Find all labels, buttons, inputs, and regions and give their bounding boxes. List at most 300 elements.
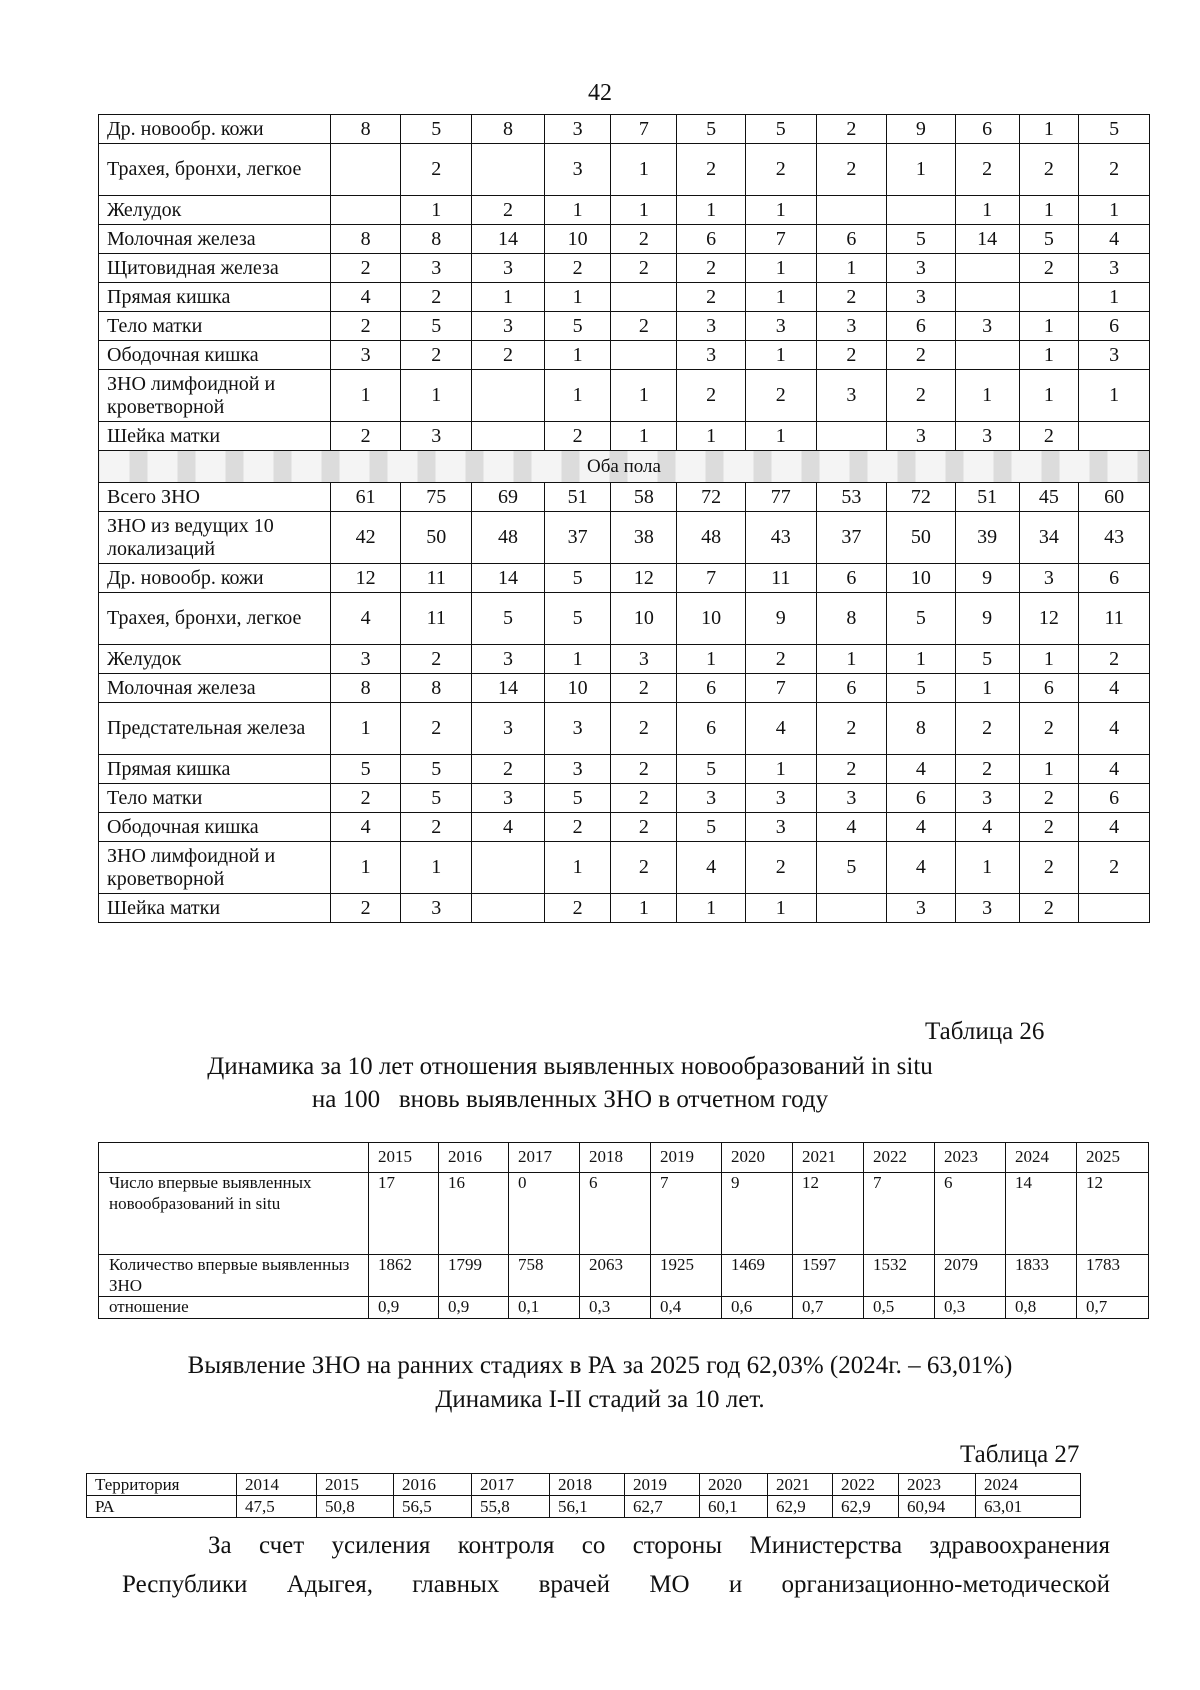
table-row: [99, 703, 1150, 755]
value-cell: 1: [544, 341, 610, 370]
value-cell: 5: [1079, 115, 1150, 144]
value-cell: 3: [544, 144, 610, 196]
value-cell: 1: [745, 254, 816, 283]
value-cell: 6: [935, 1173, 1006, 1255]
value-cell: 38: [611, 512, 677, 564]
value-cell: 48: [472, 512, 545, 564]
row-label: Др. новообр. кожи: [99, 564, 331, 593]
year-header: 2018: [580, 1143, 651, 1173]
value-cell: 12: [1019, 593, 1079, 645]
year-header: 2015: [369, 1143, 439, 1173]
value-cell: 1: [745, 341, 816, 370]
value-cell: 4: [1079, 674, 1150, 703]
value-cell: [955, 341, 1019, 370]
year-header: 2022: [833, 1474, 899, 1496]
year-header: 2014: [237, 1474, 317, 1496]
value-cell: 1: [330, 703, 401, 755]
value-cell: 2: [611, 703, 677, 755]
value-cell: 2: [401, 144, 472, 196]
value-cell: 2063: [580, 1255, 651, 1297]
value-cell: 2: [745, 370, 816, 422]
value-cell: 62,9: [833, 1496, 899, 1518]
row-label: Шейка матки: [99, 894, 331, 923]
value-cell: 3: [544, 703, 610, 755]
table-row: [99, 144, 1150, 196]
table-row: [99, 674, 1150, 703]
closing-line2: Республики Адыгея, главных врачей МО и организационно-методической: [122, 1570, 1110, 1598]
value-cell: 2: [677, 283, 745, 312]
row-label: Тело матки: [99, 312, 331, 341]
value-cell: 2: [1019, 703, 1079, 755]
value-cell: 6: [955, 115, 1019, 144]
value-cell: 0,5: [864, 1297, 935, 1319]
value-cell: 1: [745, 422, 816, 451]
table-row: [99, 483, 1150, 512]
table26-title: [150, 1050, 990, 1116]
value-cell: 2: [1019, 422, 1079, 451]
value-cell: 2: [330, 784, 401, 813]
value-cell: 6: [1079, 564, 1150, 593]
value-cell: 2: [544, 422, 610, 451]
row-label: Всего ЗНО: [99, 483, 331, 512]
value-cell: 60,94: [899, 1496, 976, 1518]
value-cell: 1597: [793, 1255, 864, 1297]
table27-number: Таблица 27: [960, 1441, 1080, 1468]
value-cell: 2: [677, 254, 745, 283]
row-label: Трахея, бронхи, легкое: [99, 144, 331, 196]
value-cell: 2079: [935, 1255, 1006, 1297]
value-cell: 6: [887, 784, 955, 813]
value-cell: 3: [544, 755, 610, 784]
value-cell: 0,1: [509, 1297, 580, 1319]
row-label: Число впервые выявленных новообразований in situ: [99, 1173, 369, 1255]
value-cell: 1833: [1006, 1255, 1077, 1297]
value-cell: 6: [677, 703, 745, 755]
year-header: 2024: [976, 1474, 1081, 1496]
year-header: 2018: [550, 1474, 625, 1496]
row-label: Ободочная кишка: [99, 813, 331, 842]
value-cell: 2: [401, 813, 472, 842]
value-cell: 2: [611, 312, 677, 341]
year-header: 2021: [793, 1143, 864, 1173]
value-cell: 8: [401, 225, 472, 254]
value-cell: 5: [401, 784, 472, 813]
value-cell: 1: [401, 842, 472, 894]
value-cell: 5: [544, 312, 610, 341]
value-cell: 7: [677, 564, 745, 593]
value-cell: 4: [816, 813, 887, 842]
value-cell: 2: [1019, 144, 1079, 196]
value-cell: 4: [330, 593, 401, 645]
value-cell: [330, 196, 401, 225]
value-cell: 1: [330, 842, 401, 894]
value-cell: 1: [677, 645, 745, 674]
value-cell: 6: [816, 225, 887, 254]
value-cell: 48: [677, 512, 745, 564]
value-cell: 47,5: [237, 1496, 317, 1518]
value-cell: 61: [330, 483, 401, 512]
value-cell: 1: [745, 755, 816, 784]
value-cell: 1: [1079, 283, 1150, 312]
value-cell: 10: [887, 564, 955, 593]
value-cell: 5: [1019, 225, 1079, 254]
year-header: 2021: [768, 1474, 833, 1496]
early-stage-line1: Выявление ЗНО на ранних стадиях в РА за 2025 год 62,03% (2024г. – 63,01%): [187, 1352, 1013, 1379]
value-cell: 0,4: [651, 1297, 722, 1319]
value-cell: 2: [677, 144, 745, 196]
value-cell: 56,1: [550, 1496, 625, 1518]
value-cell: 5: [677, 755, 745, 784]
value-cell: 55,8: [472, 1496, 550, 1518]
value-cell: 14: [472, 564, 545, 593]
value-cell: 2: [816, 755, 887, 784]
value-cell: 5: [677, 115, 745, 144]
value-cell: 8: [472, 115, 545, 144]
value-cell: 6: [677, 225, 745, 254]
value-cell: 0,7: [1077, 1297, 1149, 1319]
value-cell: 2: [330, 422, 401, 451]
value-cell: 5: [472, 593, 545, 645]
table-row: [99, 593, 1150, 645]
row-label: Шейка матки: [99, 422, 331, 451]
value-cell: 6: [580, 1173, 651, 1255]
value-cell: 2: [330, 894, 401, 923]
value-cell: 6: [1079, 312, 1150, 341]
value-cell: 3: [745, 784, 816, 813]
value-cell: 6: [816, 674, 887, 703]
table-row: [99, 370, 1150, 422]
value-cell: 3: [887, 283, 955, 312]
value-cell: 4: [1079, 755, 1150, 784]
value-cell: [472, 842, 545, 894]
value-cell: 9: [955, 593, 1019, 645]
value-cell: 16: [439, 1173, 509, 1255]
value-cell: [611, 341, 677, 370]
value-cell: 14: [955, 225, 1019, 254]
value-cell: 1: [544, 283, 610, 312]
territory-header: Территория: [87, 1474, 237, 1496]
value-cell: 3: [887, 422, 955, 451]
value-cell: 8: [816, 593, 887, 645]
value-cell: 10: [544, 674, 610, 703]
value-cell: 1532: [864, 1255, 935, 1297]
table-row: [99, 512, 1150, 564]
value-cell: 3: [1019, 564, 1079, 593]
value-cell: 1: [745, 196, 816, 225]
year-header: 2023: [899, 1474, 976, 1496]
table-row: [99, 254, 1150, 283]
section-label: Оба пола: [99, 451, 1150, 483]
value-cell: 0,7: [793, 1297, 864, 1319]
value-cell: 0,6: [722, 1297, 793, 1319]
value-cell: 1: [1019, 341, 1079, 370]
value-cell: 75: [401, 483, 472, 512]
year-header: 2017: [472, 1474, 550, 1496]
value-cell: [472, 370, 545, 422]
value-cell: 6: [1079, 784, 1150, 813]
value-cell: 2: [611, 254, 677, 283]
value-cell: 1: [1019, 755, 1079, 784]
value-cell: 5: [887, 593, 955, 645]
value-cell: 4: [1079, 703, 1150, 755]
value-cell: 2: [816, 144, 887, 196]
value-cell: 2: [472, 196, 545, 225]
value-cell: 12: [793, 1173, 864, 1255]
value-cell: 3: [1079, 341, 1150, 370]
value-cell: 3: [955, 894, 1019, 923]
value-cell: [955, 283, 1019, 312]
value-cell: 5: [677, 813, 745, 842]
value-cell: 3: [401, 422, 472, 451]
value-cell: 2: [887, 370, 955, 422]
value-cell: 58: [611, 483, 677, 512]
value-cell: 1: [401, 196, 472, 225]
value-cell: [1079, 894, 1150, 923]
value-cell: 56,5: [394, 1496, 472, 1518]
value-cell: 3: [472, 784, 545, 813]
value-cell: 2: [611, 842, 677, 894]
value-cell: 1862: [369, 1255, 439, 1297]
value-cell: 3: [330, 645, 401, 674]
closing-line1: За счет усиления контроля со стороны Министерства здравоохранения: [208, 1532, 1110, 1559]
value-cell: 1: [1019, 370, 1079, 422]
value-cell: 1: [1019, 645, 1079, 674]
value-cell: 1: [611, 144, 677, 196]
row-label: отношение: [99, 1297, 369, 1319]
value-cell: 37: [816, 512, 887, 564]
row-label: Тело матки: [99, 784, 331, 813]
value-cell: 3: [472, 312, 545, 341]
value-cell: 4: [330, 813, 401, 842]
value-cell: 3: [955, 312, 1019, 341]
value-cell: 51: [544, 483, 610, 512]
value-cell: 3: [677, 312, 745, 341]
value-cell: 4: [887, 755, 955, 784]
value-cell: 8: [330, 115, 401, 144]
value-cell: 5: [401, 755, 472, 784]
value-cell: [472, 422, 545, 451]
table-row: [99, 312, 1150, 341]
year-header: 2015: [317, 1474, 394, 1496]
value-cell: 6: [816, 564, 887, 593]
value-cell: 4: [887, 842, 955, 894]
value-cell: 2: [816, 341, 887, 370]
row-label: Молочная железа: [99, 225, 331, 254]
value-cell: 17: [369, 1173, 439, 1255]
value-cell: 2: [816, 703, 887, 755]
year-header: 2023: [935, 1143, 1006, 1173]
value-cell: 1: [677, 422, 745, 451]
value-cell: 2: [401, 341, 472, 370]
value-cell: 2: [816, 283, 887, 312]
value-cell: 2: [745, 842, 816, 894]
value-cell: 1: [544, 370, 610, 422]
value-cell: 1: [544, 645, 610, 674]
value-cell: 2: [955, 755, 1019, 784]
row-label: ЗНО из ведущих 10 локализаций: [99, 512, 331, 564]
value-cell: 758: [509, 1255, 580, 1297]
value-cell: 2: [1019, 813, 1079, 842]
value-cell: 5: [887, 674, 955, 703]
value-cell: 12: [330, 564, 401, 593]
table-header-row: [99, 1143, 1149, 1173]
value-cell: 43: [745, 512, 816, 564]
value-cell: 3: [401, 254, 472, 283]
value-cell: 2: [401, 645, 472, 674]
table-row: [99, 755, 1150, 784]
value-cell: 37: [544, 512, 610, 564]
value-cell: 3: [955, 784, 1019, 813]
value-cell: 5: [330, 755, 401, 784]
value-cell: 2: [1019, 784, 1079, 813]
table26-number: Таблица 26: [925, 1018, 1045, 1045]
value-cell: 12: [1077, 1173, 1149, 1255]
value-cell: 6: [677, 674, 745, 703]
early-stage-line2: Динамика I-II стадий за 10 лет.: [435, 1385, 765, 1413]
value-cell: 77: [745, 483, 816, 512]
value-cell: 1: [1079, 196, 1150, 225]
value-cell: 2: [1079, 144, 1150, 196]
value-cell: 1: [955, 674, 1019, 703]
value-cell: 2: [1019, 842, 1079, 894]
value-cell: 8: [330, 225, 401, 254]
value-cell: 0,8: [1006, 1297, 1077, 1319]
table-row: [99, 1297, 1149, 1319]
value-cell: 2: [1079, 645, 1150, 674]
value-cell: 72: [677, 483, 745, 512]
value-cell: 2: [330, 312, 401, 341]
value-cell: 4: [745, 703, 816, 755]
value-cell: 2: [544, 254, 610, 283]
row-label: Предстательная железа: [99, 703, 331, 755]
value-cell: 62,7: [625, 1496, 700, 1518]
value-cell: 10: [677, 593, 745, 645]
page-number: 42: [588, 80, 612, 106]
value-cell: 3: [611, 645, 677, 674]
value-cell: 1469: [722, 1255, 793, 1297]
value-cell: 2: [677, 370, 745, 422]
value-cell: 1: [745, 894, 816, 923]
value-cell: 34: [1019, 512, 1079, 564]
value-cell: 5: [887, 225, 955, 254]
value-cell: 14: [472, 674, 545, 703]
value-cell: 10: [544, 225, 610, 254]
value-cell: 1: [544, 196, 610, 225]
value-cell: 3: [677, 341, 745, 370]
table-row: [99, 645, 1150, 674]
value-cell: 39: [955, 512, 1019, 564]
value-cell: 1: [955, 842, 1019, 894]
value-cell: 2: [472, 755, 545, 784]
value-cell: 9: [955, 564, 1019, 593]
in-situ-ratio-table: [98, 1142, 1149, 1319]
value-cell: 9: [722, 1173, 793, 1255]
value-cell: [1019, 283, 1079, 312]
table-header-row: [87, 1474, 1081, 1496]
value-cell: 14: [472, 225, 545, 254]
value-cell: 2: [401, 703, 472, 755]
year-header: 2016: [439, 1143, 509, 1173]
value-cell: 3: [401, 894, 472, 923]
value-cell: 51: [955, 483, 1019, 512]
value-cell: 5: [544, 593, 610, 645]
year-header: 2019: [651, 1143, 722, 1173]
value-cell: 2: [745, 645, 816, 674]
value-cell: 60,1: [700, 1496, 768, 1518]
value-cell: 1: [887, 144, 955, 196]
year-header: 2020: [700, 1474, 768, 1496]
value-cell: 0,3: [935, 1297, 1006, 1319]
value-cell: 8: [887, 703, 955, 755]
value-cell: 7: [745, 225, 816, 254]
value-cell: 2: [887, 341, 955, 370]
row-label: РА: [87, 1496, 237, 1518]
table-row: [99, 1255, 1149, 1297]
table-row: [99, 784, 1150, 813]
value-cell: [330, 144, 401, 196]
value-cell: 3: [745, 813, 816, 842]
value-cell: 2: [1079, 842, 1150, 894]
value-cell: 8: [330, 674, 401, 703]
value-cell: [816, 894, 887, 923]
table-row: [99, 283, 1150, 312]
value-cell: 9: [887, 115, 955, 144]
value-cell: 50: [887, 512, 955, 564]
value-cell: 2: [330, 254, 401, 283]
year-header: 2022: [864, 1143, 935, 1173]
value-cell: 4: [472, 813, 545, 842]
table-row: [99, 842, 1150, 894]
row-label: Ободочная кишка: [99, 341, 331, 370]
value-cell: 1799: [439, 1255, 509, 1297]
value-cell: 5: [544, 784, 610, 813]
value-cell: 42: [330, 512, 401, 564]
year-header: 2025: [1077, 1143, 1149, 1173]
value-cell: 3: [330, 341, 401, 370]
value-cell: 6: [1019, 674, 1079, 703]
value-cell: 0: [509, 1173, 580, 1255]
value-cell: 2: [955, 703, 1019, 755]
value-cell: 5: [401, 115, 472, 144]
row-label: Количество впервые выявленныз ЗНО: [99, 1255, 369, 1297]
value-cell: 2: [611, 674, 677, 703]
value-cell: [1079, 422, 1150, 451]
both-sexes-rows: [99, 483, 1150, 923]
value-cell: 7: [864, 1173, 935, 1255]
value-cell: 9: [745, 593, 816, 645]
row-label: ЗНО лимфоидной и кроветворной: [99, 370, 331, 422]
value-cell: 1: [330, 370, 401, 422]
value-cell: 4: [1079, 225, 1150, 254]
table-row: [99, 115, 1150, 144]
value-cell: 5: [955, 645, 1019, 674]
value-cell: 1: [816, 254, 887, 283]
row-label: ЗНО лимфоидной и кроветворной: [99, 842, 331, 894]
row-label: Щитовидная железа: [99, 254, 331, 283]
value-cell: 3: [816, 370, 887, 422]
value-cell: 1: [677, 894, 745, 923]
value-cell: [472, 144, 545, 196]
value-cell: 1: [1019, 312, 1079, 341]
value-cell: 5: [544, 564, 610, 593]
value-cell: 4: [1079, 813, 1150, 842]
value-cell: 2: [611, 225, 677, 254]
value-cell: 1: [611, 196, 677, 225]
value-cell: [816, 196, 887, 225]
value-cell: 1783: [1077, 1255, 1149, 1297]
value-cell: 3: [472, 645, 545, 674]
value-cell: 7: [611, 115, 677, 144]
